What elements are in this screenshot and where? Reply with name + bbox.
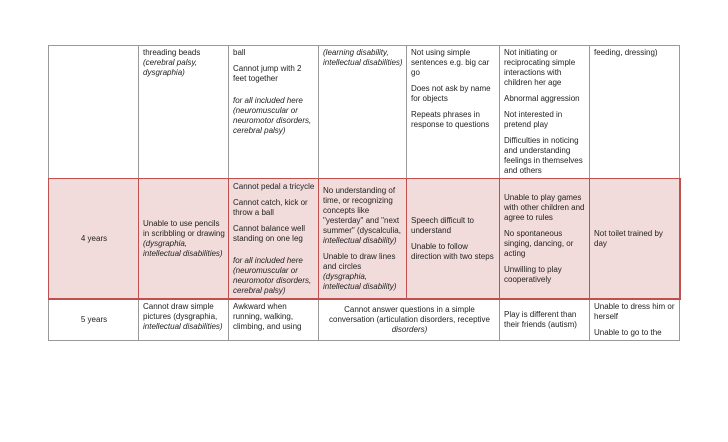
cell-text-line: for objects [411, 94, 448, 103]
cell-text-line: dysgraphia) [143, 68, 185, 77]
gross-motor-cell [229, 179, 319, 299]
cell-text-line: in scribbling or drawing [143, 229, 225, 238]
cell-text-line: agree to rules [504, 213, 553, 222]
table-row-5-years [49, 299, 680, 341]
cell-text-line: neuromotor disorders, [233, 116, 312, 125]
social-cell [500, 45, 590, 179]
fine-motor-cell [139, 179, 229, 299]
cell-text-line: feet together [233, 74, 278, 83]
cell-text-line: Cannot catch, kick or [233, 198, 308, 207]
cell-text-line: No spontaneous [504, 229, 563, 238]
cell-text-line: neuromotor disorders, [233, 276, 312, 285]
cell-text-line: herself [594, 312, 619, 321]
cell-text-line: Unable to dress him or [594, 302, 675, 311]
social-cell [500, 299, 590, 341]
spacer [233, 84, 315, 96]
cell-text-line: intellectual disability) [323, 282, 397, 291]
table-row-3-years [49, 45, 680, 179]
age-cell [49, 45, 139, 179]
fine-motor-cell [139, 45, 229, 179]
cell-text-line: conversation (articulation disorders, receptive [329, 315, 490, 324]
cell-text-line: interactions with [504, 68, 562, 77]
cell-text-line: Not using simple [411, 48, 471, 57]
cell-text-line: (dysgraphia, [323, 272, 368, 281]
cell-text-line: intellectual disabilities) [143, 249, 223, 258]
cell-text-line: Repeats phrases in [411, 110, 480, 119]
cell-text-line: Speech difficult to [411, 216, 475, 225]
age-cell: 4 years [49, 179, 139, 299]
cell-text-line: acting [504, 249, 526, 258]
gross-motor-cell [229, 299, 319, 341]
cell-text-line: time, or recognizing [323, 196, 393, 205]
cell-text-line: cerebral palsy) [233, 286, 286, 295]
cell-text-line: pretend play [504, 120, 549, 129]
cell-text-line: Difficulties in noticing [504, 136, 579, 145]
cell-text-line: Unable to play games [504, 193, 582, 202]
cell-text-line: children her age [504, 78, 562, 87]
cell-text-line: climbing, and using [233, 322, 302, 331]
cell-text-line: (learning disability, [323, 48, 389, 57]
cell-text-line: reciprocating simple [504, 58, 576, 67]
cell-text-line: Unable to use pencils [143, 219, 220, 228]
cell-text-line: standing on one leg [233, 234, 303, 243]
cell-text-line: Cannot draw simple [143, 302, 214, 311]
cell-text-line: singing, dancing, or [504, 239, 574, 248]
selfcare-cell [590, 45, 680, 179]
cell-text-line: for all included here [233, 96, 303, 105]
cell-text-line: Play is different than [504, 310, 577, 319]
cell-text-line: running, walking, [233, 312, 294, 321]
cell-text-line: understand [411, 226, 452, 235]
cell-text-line: summer" (dyscalculia, [323, 226, 401, 235]
cell-text-line: Cannot jump with 2 [233, 64, 302, 73]
gross-motor-cell [229, 45, 319, 179]
cell-text-line: ball [233, 48, 246, 57]
cognitive-cell [319, 179, 407, 299]
table-row-4-years [49, 179, 680, 299]
cognitive-language-merged-cell [319, 299, 500, 341]
cell-text-line: feelings in themselves [504, 156, 583, 165]
cell-text-line: concepts like [323, 206, 370, 215]
cell-text-line: direction with two steps [411, 252, 494, 261]
cell-text-line: Does not ask by name [411, 84, 491, 93]
language-cell [407, 45, 500, 179]
cell-text-line: Unable to draw lines [323, 252, 396, 261]
cell-text-line: Unwilling to play [504, 265, 562, 274]
cell-text-line: Awkward when [233, 302, 287, 311]
cell-text-line: Not interested in [504, 110, 563, 119]
cell-text-line: their friends (autism) [504, 320, 577, 329]
cell-text-line: Cannot pedal a tricycle [233, 182, 315, 191]
cell-text-line: go [411, 68, 420, 77]
cell-text-line: day [594, 239, 607, 248]
cell-text-line: and understanding [504, 146, 571, 155]
cell-text-line: threading beads [143, 48, 201, 57]
cell-text-line: cerebral palsy) [233, 126, 286, 135]
cell-text-line: (neuromuscular or [233, 266, 298, 275]
developmental-red-flags-table [48, 45, 680, 341]
cell-text-line: Unable to go to the [594, 328, 662, 337]
age-cell: 5 years [49, 299, 139, 341]
cell-text-line: and circles [323, 262, 362, 271]
cell-text-line: (dysgraphia, [143, 239, 188, 248]
cell-text-line: Cannot balance well [233, 224, 306, 233]
cell-text-line: cooperatively [504, 275, 552, 284]
selfcare-cell [590, 299, 680, 341]
cell-text-line: No understanding of [323, 186, 396, 195]
cell-text-line: with other children and [504, 203, 585, 212]
selfcare-cell [590, 179, 680, 299]
cell-text-line: for all included here [233, 256, 303, 265]
cell-text-line: Not initiating or [504, 48, 558, 57]
cell-text-line: intellectual disabilities) [143, 322, 223, 331]
cell-text-line: intellectual disabilities) [323, 58, 403, 67]
cell-text-line: "yesterday" and "next [323, 216, 400, 225]
cell-text-line: (cerebral palsy, [143, 58, 198, 67]
cell-text-line: pictures (dysgraphia, [143, 312, 218, 321]
cell-text-line: sentences e.g. big car [411, 58, 490, 67]
cell-text-line: Abnormal aggression [504, 94, 580, 103]
cell-text-line: Unable to follow [411, 242, 468, 251]
cell-text-line: throw a ball [233, 208, 274, 217]
language-cell [407, 179, 500, 299]
cell-text-line: (neuromuscular or [233, 106, 298, 115]
fine-motor-cell [139, 299, 229, 341]
cell-text-line: Not toilet trained by [594, 229, 663, 238]
cell-text-line: and others [504, 166, 542, 175]
cell-text-line: response to questions [411, 120, 490, 129]
social-cell [500, 179, 590, 299]
cell-text-line: disorders) [391, 325, 428, 334]
cell-text-line: Cannot answer questions in a simple [344, 305, 475, 314]
cell-text-line: intellectual disability) [323, 236, 397, 245]
spacer [233, 244, 315, 256]
cell-text-line: feeding, dressing) [594, 48, 658, 57]
cognitive-cell [319, 45, 407, 179]
